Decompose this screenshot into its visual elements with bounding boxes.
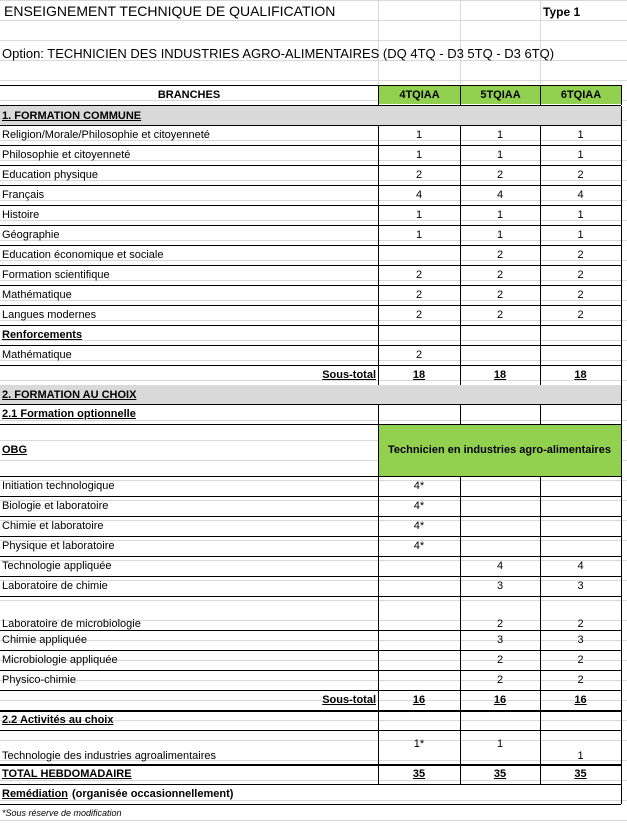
col-border bbox=[540, 365, 541, 385]
col-border bbox=[621, 690, 622, 710]
col-border bbox=[540, 285, 541, 305]
col-border bbox=[621, 556, 622, 576]
col-border bbox=[378, 650, 379, 670]
col-border bbox=[460, 596, 461, 630]
col-border bbox=[540, 476, 541, 496]
commune-row-value-2: 1 bbox=[577, 209, 584, 221]
col-border bbox=[540, 165, 541, 185]
option-row-value-0 bbox=[378, 670, 460, 690]
col-border bbox=[378, 325, 379, 345]
col-border bbox=[378, 365, 379, 385]
col-border bbox=[378, 185, 379, 205]
total-value-0: 35 bbox=[412, 768, 426, 780]
option-row: Physique et laboratoire bbox=[2, 540, 115, 552]
page-title: ENSEIGNEMENT TECHNIQUE DE QUALIFICATION bbox=[4, 3, 336, 19]
col-border bbox=[540, 496, 541, 516]
col-border bbox=[460, 764, 461, 784]
col-border bbox=[378, 225, 379, 245]
col-border bbox=[378, 125, 379, 145]
col-border bbox=[621, 424, 622, 476]
col-border bbox=[378, 165, 379, 185]
option-row: Chimie appliquée bbox=[2, 634, 87, 646]
commune-row-value-0: 1 bbox=[415, 149, 423, 161]
col-border bbox=[460, 185, 461, 205]
footnote: *Sous réserve de modification bbox=[2, 808, 122, 818]
option-row: Microbiologie appliquée bbox=[2, 654, 118, 666]
option-row-value-0 bbox=[378, 650, 460, 670]
col-border bbox=[378, 345, 379, 365]
commune-row-value-1: 1 bbox=[496, 149, 504, 161]
col-border bbox=[540, 650, 541, 670]
col-border bbox=[621, 516, 622, 536]
col-border bbox=[621, 596, 622, 630]
col-border bbox=[378, 690, 379, 710]
commune-row-value-0: 1 bbox=[415, 129, 423, 141]
col-border bbox=[378, 596, 379, 630]
col-border bbox=[460, 670, 461, 690]
col-border bbox=[540, 670, 541, 690]
col-border bbox=[621, 630, 622, 650]
option-row-value-0: 4* bbox=[413, 480, 425, 492]
col-border bbox=[460, 476, 461, 496]
option-row: Technologie appliquée bbox=[2, 560, 112, 572]
commune-row-value-2: 2 bbox=[577, 289, 584, 301]
col-border bbox=[540, 596, 541, 630]
col-border bbox=[540, 345, 541, 365]
option-row-value-2: 2 bbox=[577, 674, 584, 686]
commune-row-value-0: 1 bbox=[415, 209, 423, 221]
commune-row-value-2: 1 bbox=[577, 229, 584, 241]
obg-label: OBG bbox=[2, 444, 28, 456]
commune-row-value-2: 2 bbox=[577, 269, 584, 281]
col-border bbox=[621, 764, 622, 784]
option-row: Biologie et laboratoire bbox=[2, 500, 109, 512]
option-row-value-2 bbox=[540, 496, 621, 516]
col-border bbox=[540, 516, 541, 536]
col-border bbox=[540, 536, 541, 556]
renforcement-row-value-2 bbox=[540, 345, 621, 365]
sous-total-2-value-2: 16 bbox=[574, 694, 587, 706]
col-border bbox=[621, 710, 622, 730]
col-border bbox=[540, 265, 541, 285]
col-border bbox=[378, 476, 379, 496]
commune-row: Education physique bbox=[2, 169, 99, 181]
col-border bbox=[540, 730, 541, 764]
renforcement-row: Mathématique bbox=[2, 349, 72, 361]
commune-row-value-1: 1 bbox=[496, 209, 504, 221]
col-border bbox=[460, 630, 461, 650]
col-border bbox=[378, 516, 379, 536]
col-border bbox=[621, 365, 622, 385]
commune-row: Histoire bbox=[2, 209, 40, 221]
col-border bbox=[378, 424, 379, 476]
col-border bbox=[540, 145, 541, 165]
commune-row-value-0 bbox=[378, 245, 460, 265]
option-row-value-2 bbox=[540, 536, 621, 556]
col-border bbox=[378, 764, 379, 784]
col-border bbox=[460, 305, 461, 325]
branches-header: BRANCHES bbox=[157, 89, 221, 101]
commune-row-value-2: 1 bbox=[577, 149, 584, 161]
col-border bbox=[460, 165, 461, 185]
commune-row-value-1: 1 bbox=[496, 129, 504, 141]
col-border bbox=[540, 185, 541, 205]
col-border bbox=[460, 556, 461, 576]
gridline bbox=[0, 40, 627, 41]
col-border bbox=[540, 225, 541, 245]
renforcement-row-value-0: 2 bbox=[415, 349, 423, 361]
commune-row: Langues modernes bbox=[2, 309, 97, 321]
col-border bbox=[378, 265, 379, 285]
commune-row: Religion/Morale/Philosophie et citoyenneté bbox=[2, 129, 210, 141]
commune-row-value-2: 4 bbox=[577, 189, 584, 201]
col-border bbox=[460, 516, 461, 536]
sous-total-1-value-2: 18 bbox=[574, 369, 587, 381]
col-border bbox=[621, 265, 622, 285]
option-row-value-1: 3 bbox=[496, 634, 504, 646]
option-row-value-1: 2 bbox=[496, 674, 504, 686]
column-header-5tqiaa: 5TQIAA bbox=[461, 86, 540, 104]
col-border bbox=[460, 536, 461, 556]
microbiologie-row-value-1: 2 bbox=[496, 618, 504, 630]
col-border bbox=[460, 145, 461, 165]
col-border bbox=[540, 205, 541, 225]
col-border bbox=[540, 325, 541, 345]
commune-row: Géographie bbox=[2, 229, 60, 241]
col-border bbox=[378, 730, 379, 764]
microbiologie-row-value-0 bbox=[378, 596, 460, 630]
commune-row-value-0: 2 bbox=[415, 289, 423, 301]
obg-title: Technicien en industries agro-alimentaires bbox=[388, 444, 611, 456]
col-border bbox=[460, 225, 461, 245]
col-border bbox=[621, 165, 622, 185]
col-border bbox=[621, 784, 622, 804]
col-border bbox=[621, 404, 622, 424]
gridline bbox=[0, 80, 627, 81]
sous-total-1-label: Sous-total bbox=[322, 369, 376, 381]
option-row-value-2: 3 bbox=[577, 580, 584, 592]
option-row-value-2: 4 bbox=[577, 560, 584, 572]
col-border bbox=[378, 205, 379, 225]
type-label: Type 1 bbox=[543, 5, 581, 19]
col-border bbox=[378, 536, 379, 556]
col-border bbox=[378, 670, 379, 690]
col-border bbox=[460, 85, 461, 105]
option-row: Physico-chimie bbox=[2, 674, 76, 686]
commune-row-value-0: 2 bbox=[415, 269, 423, 281]
option-row-value-1: 4 bbox=[496, 560, 504, 572]
option-row-value-1 bbox=[460, 536, 540, 556]
microbiologie-row: Laboratoire de microbiologie bbox=[2, 618, 141, 630]
row-border bbox=[0, 85, 621, 86]
col-border bbox=[540, 556, 541, 576]
col-border bbox=[378, 145, 379, 165]
col-border bbox=[460, 325, 461, 345]
sous-total-2-value-1: 16 bbox=[493, 694, 507, 706]
col-border bbox=[540, 404, 541, 424]
techno-row-value-0: 1* bbox=[413, 738, 425, 750]
commune-row-value-1: 4 bbox=[496, 189, 504, 201]
col-border bbox=[378, 404, 379, 424]
col-border bbox=[621, 730, 622, 764]
col-border bbox=[460, 496, 461, 516]
col-border bbox=[540, 85, 541, 105]
col-border bbox=[378, 285, 379, 305]
col-border bbox=[621, 576, 622, 596]
total-hebdomadaire-label: TOTAL HEBDOMADAIRE bbox=[2, 768, 132, 780]
col-border bbox=[621, 125, 622, 145]
formation-commune-header: 1. FORMATION COMMUNE bbox=[2, 109, 142, 122]
col-border bbox=[621, 496, 622, 516]
remediation-note: (organisée occasionnellement) bbox=[72, 788, 234, 800]
col-border bbox=[621, 476, 622, 496]
option-row-value-0 bbox=[378, 630, 460, 650]
renforcement-row-value-1 bbox=[460, 345, 540, 365]
activites-header: 2.2 Activités au choix bbox=[2, 714, 114, 726]
col-border bbox=[621, 245, 622, 265]
commune-row: Formation scientifique bbox=[2, 269, 110, 281]
option-label: Option: TECHNICIEN DES INDUSTRIES AGRO-ALIMENTAIRES (DQ 4TQ - D3 5TQ - D3 6TQ) bbox=[2, 45, 555, 61]
option-row-value-1 bbox=[460, 476, 540, 496]
commune-row-value-2: 2 bbox=[577, 249, 584, 261]
col-border bbox=[460, 265, 461, 285]
commune-row-value-2: 2 bbox=[577, 309, 584, 321]
col-border bbox=[460, 125, 461, 145]
commune-row-value-1: 2 bbox=[496, 269, 504, 281]
col-border bbox=[621, 325, 622, 345]
col-border bbox=[540, 690, 541, 710]
commune-row: Français bbox=[2, 189, 45, 201]
option-row-value-1 bbox=[460, 496, 540, 516]
sous-total-2-label: Sous-total bbox=[322, 694, 376, 706]
col-border bbox=[460, 650, 461, 670]
col-border bbox=[378, 576, 379, 596]
col-border bbox=[378, 305, 379, 325]
commune-row: Education économique et sociale bbox=[2, 249, 164, 261]
option-row: Initiation technologique bbox=[2, 480, 115, 492]
col-border bbox=[621, 650, 622, 670]
col-border bbox=[378, 630, 379, 650]
commune-row-value-2: 1 bbox=[577, 129, 584, 141]
sous-total-2-value-0: 16 bbox=[412, 694, 426, 706]
col-border bbox=[621, 145, 622, 165]
option-row: Laboratoire de chimie bbox=[2, 580, 108, 592]
commune-row-value-1: 1 bbox=[496, 229, 504, 241]
col-border bbox=[460, 245, 461, 265]
microbiologie-row-value-2: 2 bbox=[577, 618, 584, 630]
commune-row-value-1: 2 bbox=[496, 249, 504, 261]
col-border bbox=[540, 630, 541, 650]
col-border bbox=[540, 710, 541, 730]
remediation-row bbox=[2, 784, 402, 804]
option-row-value-0: 4* bbox=[413, 500, 425, 512]
col-border bbox=[460, 710, 461, 730]
option-row-value-2 bbox=[540, 476, 621, 496]
techno-row-value-1: 1 bbox=[496, 738, 504, 750]
col-border bbox=[460, 205, 461, 225]
col-border bbox=[621, 385, 622, 404]
option-row-value-2 bbox=[540, 516, 621, 536]
option-row-value-1 bbox=[460, 516, 540, 536]
sous-total-1-value-0: 18 bbox=[412, 369, 426, 381]
col-border bbox=[540, 125, 541, 145]
col-border bbox=[378, 556, 379, 576]
techno-row-value-2: 1 bbox=[577, 750, 584, 762]
total-value-1: 35 bbox=[493, 768, 507, 780]
col-border bbox=[621, 670, 622, 690]
col-border bbox=[621, 106, 622, 125]
col-border bbox=[621, 305, 622, 325]
col-border bbox=[540, 245, 541, 265]
col-border bbox=[460, 404, 461, 424]
option-row-value-1: 3 bbox=[496, 580, 504, 592]
commune-row-value-0: 1 bbox=[415, 229, 423, 241]
commune-row: Philosophie et citoyenneté bbox=[2, 149, 131, 161]
col-border bbox=[460, 365, 461, 385]
option-row: Chimie et laboratoire bbox=[2, 520, 104, 532]
col-border bbox=[460, 285, 461, 305]
option-row-value-2: 3 bbox=[577, 634, 584, 646]
option-row-value-0: 4* bbox=[413, 540, 425, 552]
col-border bbox=[378, 496, 379, 516]
col-border bbox=[378, 245, 379, 265]
col-border bbox=[460, 730, 461, 764]
techno-row: Technologie des industries agroalimentaires bbox=[2, 750, 217, 762]
formation-optionnelle-header: 2.1 Formation optionnelle bbox=[2, 408, 136, 420]
commune-row: Mathématique bbox=[2, 289, 72, 301]
column-header-6tqiaa: 6TQIAA bbox=[541, 86, 621, 104]
option-row-value-0 bbox=[378, 556, 460, 576]
col-border bbox=[460, 576, 461, 596]
col-border bbox=[621, 536, 622, 556]
sous-total-1-value-1: 18 bbox=[493, 369, 507, 381]
total-value-2: 35 bbox=[574, 768, 587, 780]
renforcements-header: Renforcements bbox=[2, 329, 83, 341]
remediation-label: Remédiation bbox=[2, 788, 69, 800]
col-border bbox=[378, 85, 379, 105]
col-border bbox=[540, 764, 541, 784]
col-border bbox=[460, 345, 461, 365]
commune-row-value-0: 2 bbox=[415, 169, 423, 181]
commune-row-value-1: 2 bbox=[496, 169, 504, 181]
commune-row-value-0: 4 bbox=[415, 189, 423, 201]
col-border bbox=[621, 185, 622, 205]
commune-row-value-1: 2 bbox=[496, 289, 504, 301]
col-border bbox=[460, 690, 461, 710]
col-border bbox=[621, 85, 622, 105]
option-row-value-1: 2 bbox=[496, 654, 504, 666]
col-border bbox=[540, 305, 541, 325]
col-border bbox=[621, 285, 622, 305]
option-row-value-2: 2 bbox=[577, 654, 584, 666]
option-row-value-0 bbox=[378, 576, 460, 596]
commune-row-value-0: 2 bbox=[415, 309, 423, 321]
column-header-4tqiaa: 4TQIAA bbox=[379, 86, 460, 104]
formation-choix-header: 2. FORMATION AU CHOIX bbox=[2, 388, 137, 401]
col-border bbox=[621, 205, 622, 225]
option-row-value-0: 4* bbox=[413, 520, 425, 532]
commune-row-value-2: 2 bbox=[577, 169, 584, 181]
col-border bbox=[621, 345, 622, 365]
col-border bbox=[378, 710, 379, 730]
col-border bbox=[540, 576, 541, 596]
commune-row-value-1: 2 bbox=[496, 309, 504, 321]
col-border bbox=[621, 225, 622, 245]
